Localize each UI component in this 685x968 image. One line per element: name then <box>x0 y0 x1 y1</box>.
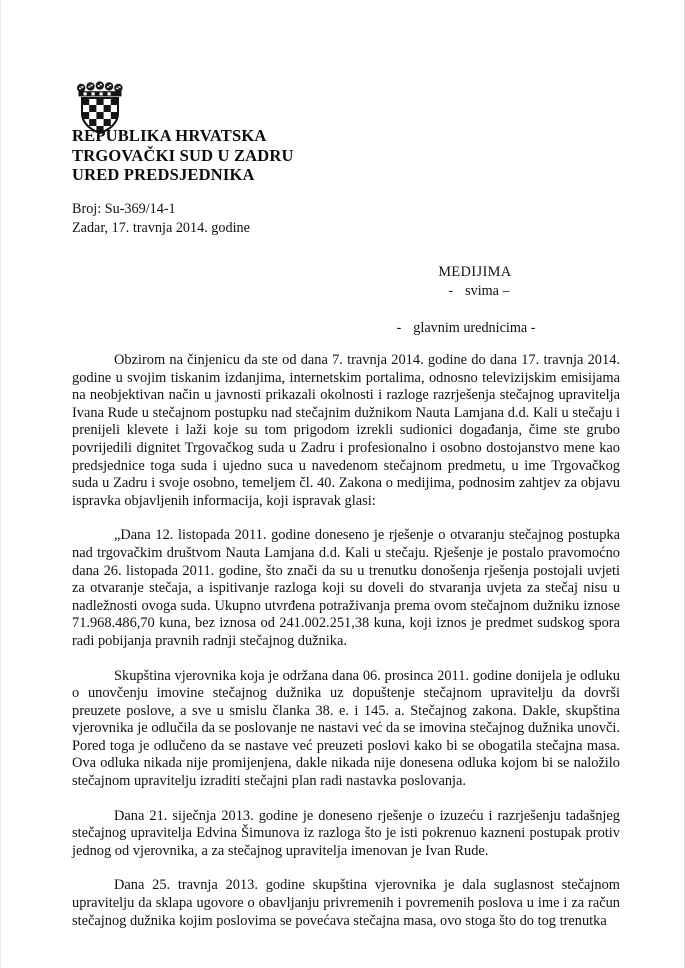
letterhead <box>72 126 512 185</box>
addressee-block <box>330 263 620 338</box>
body-paragraph: Dana 25. travnja 2013. godine skupština vjerovnika je dala suglasnost stečajnom upravitelju da sklapa ugovore o obavljanju privremenih i povremenih poslova u ime i za račun stečajnog dužnika kojim poslovima se povećava stečajna masa, ovo stoga što do tog trenutka <box>72 877 620 929</box>
addressee-subline-editors <box>330 319 620 338</box>
addressee-dash-1: - <box>448 283 454 299</box>
letterhead-line-office: URED PREDSJEDNIKA <box>72 165 255 184</box>
document-body <box>72 352 620 930</box>
place-and-date: Zadar, 17. travnja 2014. godine <box>72 219 250 236</box>
reference-block <box>72 200 392 237</box>
body-paragraph: „Dana 12. listopada 2011. godine doneseno je rješenje o otvaranju stečajnog postupka nad trgovačkim društvom Nauta Lamjana d.d. Kali u stečaju. Rješenje je postalo pravomoćno dana 26. listopada 2011. godine, što znači da su u trenutku donošenja rješenja postojali uvjeti za otvaranje stečaja, a ispitivanje razloga koji su doveli do stvaranja uvjeta za stečaj nisu u nadležnosti ovoga suda. Ukupno utvrđena potraživanja prema ovom stečajnom dužniku iznose 71.968.486,70 kuna, bez iznosa od 241.002.251,38 kuna, koji iznos je predmet sudskog spora radi pobijanja pravnih radnji stečajnog dužnika. <box>72 527 620 649</box>
reference-number: Broj: Su-369/14-1 <box>72 201 176 217</box>
body-paragraph: Dana 21. siječnja 2013. godine je doneseno rješenje o izuzeću i razrješenju tadašnjeg stečajnog upravitelja Edvina Šimunova iz razloga što je isti pokrenuo kazneni postupak protiv jednog od vjerovnika, a za stečajnog upravitelja imenovan je Ivan Rude. <box>72 807 620 859</box>
body-paragraph: Obzirom na činjenicu da ste od dana 7. travnja 2014. godine do dana 17. travnja 2014. godine u svojim tiskanim izdanjima, internetskim portalima, odnosno televizijskim emisijama na neobjektivan način u javnosti prikazali okolnosti i razloge razrješenja stečajnog upravitelja Ivana Rude u stečajnom postupku nad stečajnim dužnikom Nauta Lamjana d.d. Kali u stečaju i prenijeli klevete i laži koje su tom prigodom izrekli sudionici događanja, čime ste grubo povrijedili dignitet Trgovačkog suda u Zadru i profesionalno i osobno dostojanstvo mene kao predsjednice toga suda i ujedno suca u navedenom stečajnom predmetu, u ime Trgovačkog suda u Zadru i svoje osobno, temeljem čl. 40. Zakona o medijima, podnosim zahtjev za objavu ispravka objavljenih informacija, koji ispravak glasi: <box>72 352 620 509</box>
addressee-subline-editors-label: glavnim urednicima - <box>413 320 536 336</box>
addressee-subline-all <box>330 282 620 301</box>
addressee-subline-all-label: svima – <box>465 283 510 299</box>
letterhead-line-republic: REPUBLIKA HRVATSKA <box>72 126 267 145</box>
scan-edge-left <box>0 0 1 968</box>
body-paragraph: Skupština vjerovnika koja je održana dana 06. prosinca 2011. godine donijela je odluku o unovčenju imovine stečajnog dužnika uz dopuštenje stečajnom upravitelju da dovrši preuzete poslove, a sve u smislu članka 38. e. i 145. a. Stečajnog zakona. Dakle, skupština vjerovnika je odlučila da se poslovanje ne nastavi već da se imovina stečajnog dužnika unovči. Pored toga je odlučeno da se nastave već preuzeti poslovi kako bi se obogatila stečajna masa. Ova odluka nikada nije promijenjena, dakle nikada nije donesena odluka kojom bi se naložilo stečajnom upravitelju izraditi stečajni plan radi nastavka poslovanja. <box>72 667 620 790</box>
letterhead-line-court: TRGOVAČKI SUD U ZADRU <box>72 145 294 165</box>
addressee-recipient: MEDIJIMA <box>438 264 512 280</box>
addressee-dash-2: - <box>396 320 402 336</box>
